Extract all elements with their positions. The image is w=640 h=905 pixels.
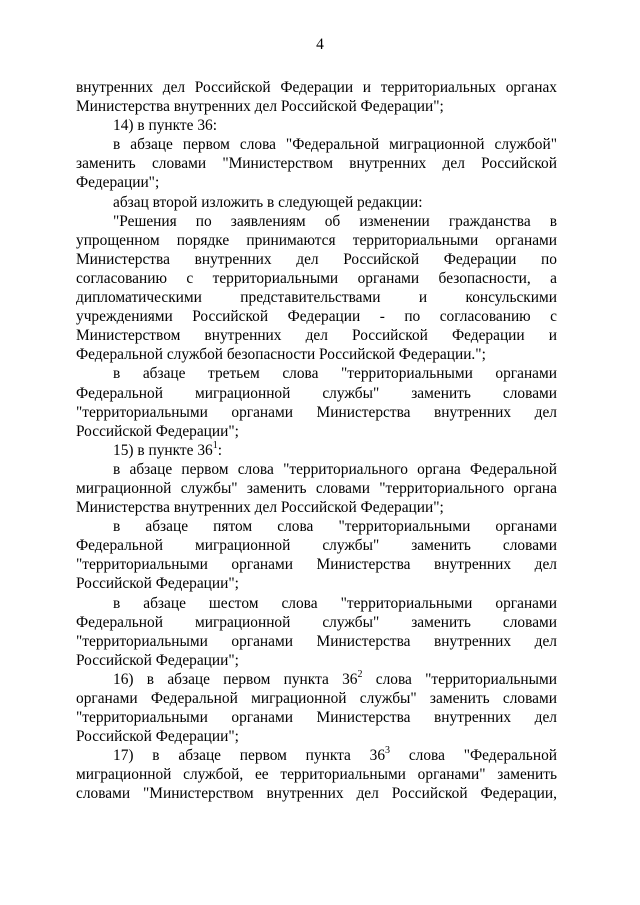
text-line (76, 250, 557, 269)
text-line-content: в абзаце шестом слова "территориальными органами (113, 594, 557, 612)
text-line (76, 193, 557, 212)
text-line (76, 269, 557, 288)
text-line-content: 17) в абзаце первом пункта 36 (113, 747, 386, 765)
text-line (76, 517, 557, 536)
text-line-content: учреждениями Российской Федерации - по согласованию с (76, 308, 557, 326)
text-line (76, 498, 557, 517)
text-line (76, 708, 557, 727)
text-line-content: Министерством внутренних дел Российской Федерации и (76, 327, 557, 345)
text-line (76, 727, 557, 746)
text-line-content: упрощенном порядке принимаются территориальными органами (76, 231, 557, 249)
page-number: 4 (316, 36, 324, 53)
text-line (76, 307, 557, 326)
text-line-content: заменить словами "Министерством внутренних дел Российской (76, 155, 557, 173)
superscript: 1 (212, 439, 218, 451)
text-line-content: Российской Федерации"; (76, 651, 239, 669)
text-line (76, 613, 557, 632)
text-line-content: Федеральной службой безопасности Российской Федерации."; (76, 346, 486, 364)
superscript: 3 (385, 745, 391, 757)
text-line-tail: : (217, 441, 222, 459)
text-line-content: в абзаце первом слова "Федеральной миграционной службой" (113, 136, 557, 154)
superscript: 2 (357, 668, 363, 680)
text-line-content: органами Федеральной миграционной службы" заменить словами (76, 690, 557, 707)
text-line-content: Российской Федерации"; (76, 575, 239, 593)
text-line-content: Федеральной миграционной службы" заменить словами (76, 537, 557, 555)
text-line-content: "территориальными органами Министерства внутренних дел (76, 403, 557, 421)
text-line-content: Министерства внутренних дел Российской Федерации"; (76, 98, 444, 116)
text-line (76, 441, 557, 460)
text-line (76, 231, 557, 250)
text-line-content: Министерства внутренних дел Российской Федерации"; (76, 499, 444, 517)
text-line-content: миграционной службой, ее территориальными органами" заменить (76, 766, 557, 784)
text-line (76, 288, 557, 307)
text-line-content: "Решения по заявлениям об изменении гражданства в (113, 212, 557, 230)
text-line (76, 746, 557, 765)
text-line (76, 135, 557, 154)
document-body (76, 78, 557, 804)
text-line (76, 536, 557, 555)
text-line-content: Российской Федерации"; (76, 422, 239, 440)
text-line-tail: слова "территориальными (362, 670, 557, 688)
text-line-content: "территориальными органами Министерства внутренних дел (76, 556, 557, 574)
text-line-content: согласованию с территориальными органами безопасности, а (76, 269, 557, 287)
text-line (76, 689, 557, 708)
text-line (76, 670, 557, 689)
text-line-content: Российской Федерации"; (76, 728, 239, 746)
text-line (76, 97, 557, 116)
text-line (76, 479, 557, 498)
text-line-content: 15) в пункте 36 (113, 441, 213, 459)
text-line-content: Федеральной миграционной службы" заменить словами (76, 613, 557, 631)
text-line (76, 594, 557, 613)
text-line-content: абзац второй изложить в следующей редакции: (113, 193, 423, 211)
text-line (76, 765, 557, 784)
text-line (76, 384, 557, 403)
text-line-content: 16) в абзаце первом пункта 36 (113, 670, 358, 688)
text-line (76, 574, 557, 593)
text-line (76, 784, 557, 803)
text-line (76, 403, 557, 422)
text-line (76, 555, 557, 574)
text-line-tail: слова "Федеральной (390, 747, 557, 765)
text-line-content: миграционной службы" заменить словами "территориального органа (76, 479, 557, 497)
text-line (76, 326, 557, 345)
text-line (76, 460, 557, 479)
text-line-content: "территориальными органами Министерства внутренних дел (76, 632, 557, 650)
text-line (76, 345, 557, 364)
text-line-content: "территориальными органами Министерства внутренних дел (76, 709, 557, 727)
text-line (76, 154, 557, 173)
text-line-content: Министерства внутренних дел Российской Федерации по (76, 250, 557, 268)
text-line (76, 78, 557, 97)
text-line (76, 422, 557, 441)
text-line (76, 173, 557, 192)
text-line (76, 632, 557, 651)
text-line-content: в абзаце первом слова "территориального органа Федеральной (113, 460, 557, 478)
text-line (76, 364, 557, 383)
text-line-content: Федеральной миграционной службы" заменить словами (76, 384, 557, 402)
text-line-content: 14) в пункте 36: (113, 117, 217, 135)
text-line-content: дипломатическими представительствами и консульскими (76, 289, 557, 307)
text-line-content: Федерации"; (76, 174, 160, 192)
text-line (76, 212, 557, 231)
text-line-content: внутренних дел Российской Федерации и территориальных органах (76, 79, 557, 96)
text-line-content: словами "Министерством внутренних дел Российской Федерации, (76, 785, 557, 803)
text-line-content: в абзаце третьем слова "территориальными органами (113, 365, 557, 383)
text-line (76, 651, 557, 670)
text-line-content: в абзаце пятом слова "территориальными органами (113, 518, 557, 536)
text-line (76, 116, 557, 135)
